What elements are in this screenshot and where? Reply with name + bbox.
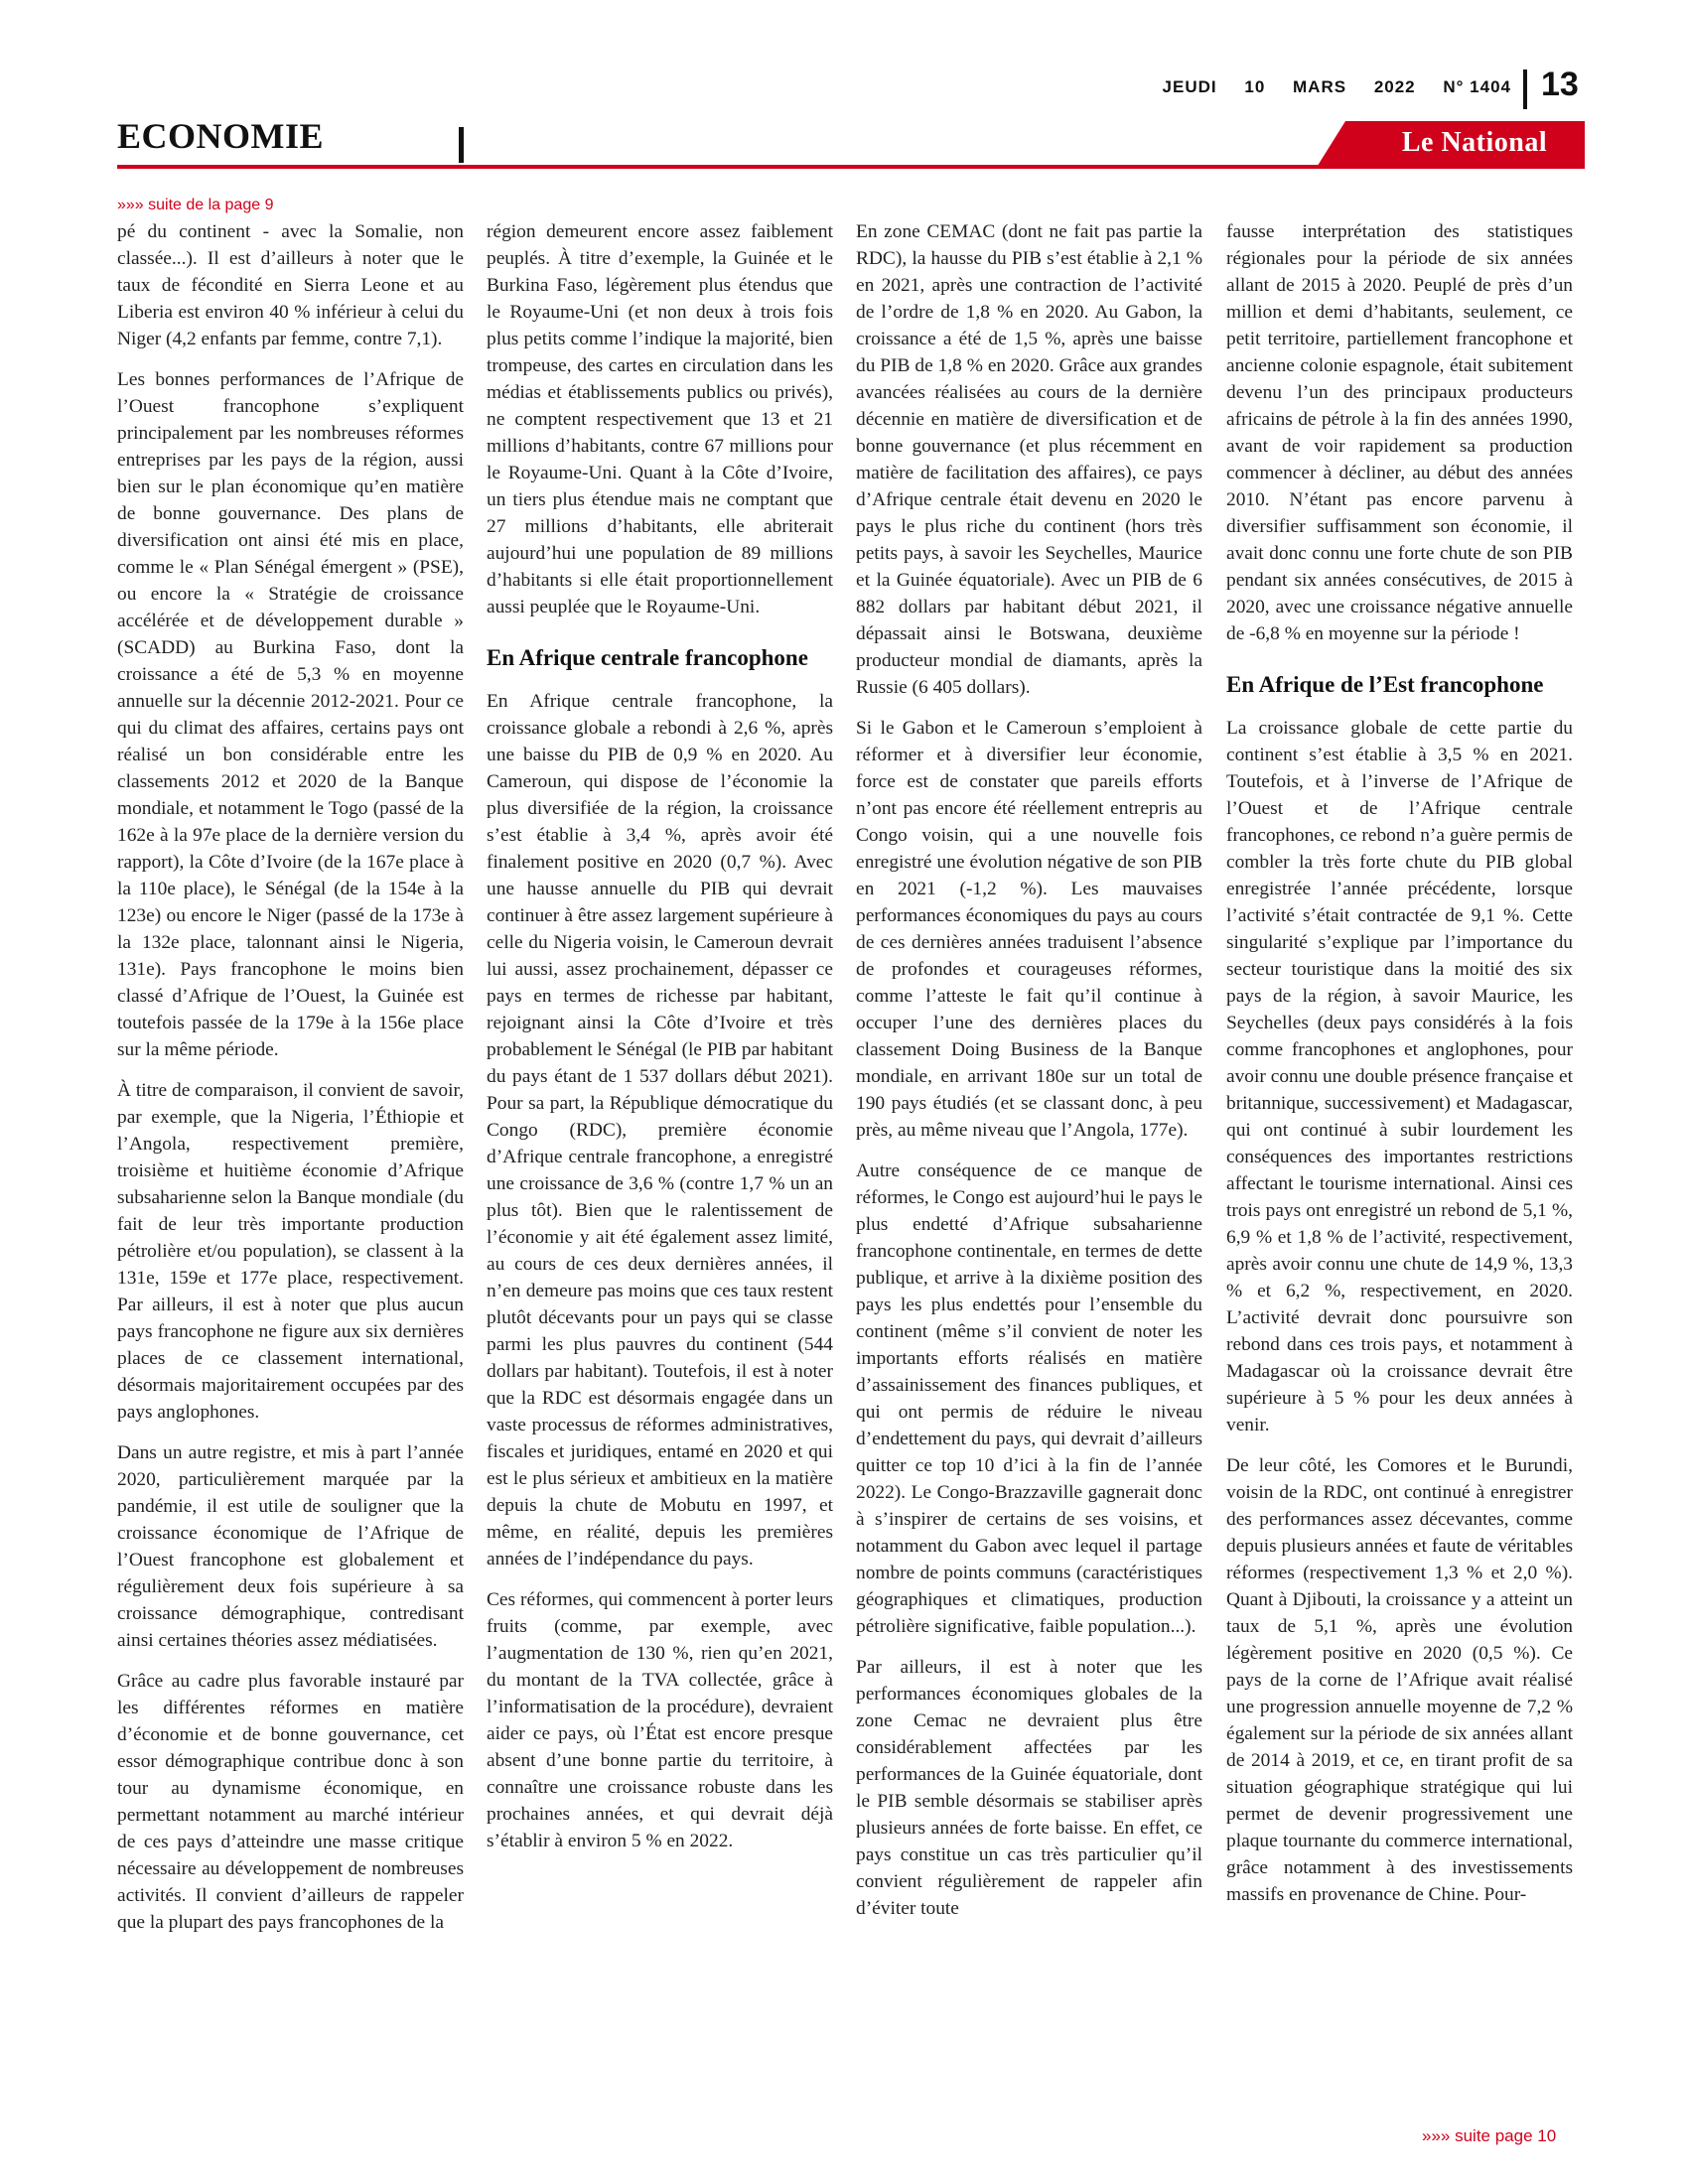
issue-year: 2022 — [1373, 77, 1416, 96]
issue-day: JEUDI — [1162, 77, 1217, 96]
subheading: En Afrique de l’Est francophone — [1226, 672, 1544, 697]
subheading: En Afrique centrale francophone — [487, 645, 808, 670]
page-number-divider — [1523, 69, 1527, 109]
paragraph: région demeurent encore assez faiblement peuplés. À titre d’exemple, la Guinée et le Burkina Faso, légèrement plus étendus que le Royaume-Uni (et non deux à trois fois plus petits comme l’indique la majorité, bien trompeuse, des cartes en circulation dans les médias et établissements publics ou privés), ne comptent respectivement que 13 et 21 millions d’habitants, contre 67 millions pour le Royaume-Uni. Quant à la Côte d’Ivoire, un tiers plus étendue mais ne comptant que 27 millions d’habitants, elle abriterait aujourd’hui une population de 89 millions d’habitants si elle était proportionnellement aussi peuplée que le Royaume-Uni. — [487, 221, 833, 617]
paragraph: De leur côté, les Comores et le Burundi, voisin de la RDC, ont continué à enregistrer des performances assez décevantes, comme depuis plusieurs années et faute de véritables réformes (respectivement 1,3 % et 2,0 %). Quant à Djibouti, la croissance y a atteint un taux de 5,1 %, après une évolution légèrement positive en 2020 (0,5 %). Ce pays de la corne de l’Afrique avait réalisé une progression annuelle moyenne de 7,2 % également sur la période de six années allant de 2014 à 2019, et ce, en tirant profit de sa situation géographique stratégique qui lui permet de devenir progressivement une plaque tournante du commerce international, grâce notamment à des investissements massifs en provenance de Chine. Pour- — [1226, 1455, 1573, 1905]
article-column-1 — [117, 218, 464, 2124]
newspaper-brand: Le National — [1401, 127, 1548, 158]
section-title-divider — [459, 127, 464, 163]
section-title: ECONOMIE — [117, 116, 325, 156]
issue-date-number: 10 — [1244, 77, 1266, 96]
paragraph: fausse interprétation des statistiques régionales pour la période de six années allant de 2015 à 2020. Peuplé de près d’un million et demi d’habitants, seulement, ce petit territoire, partiellement francophone et ancienne colonie espagnole, était subitement devenu l’un des principaux producteurs africains de pétrole à la fin des années 1990, avant de voir rapidement sa production commencer à décliner, au début des années 2010. N’étant pas encore parvenu à diversifier suffisamment son économie, il avait donc connu une forte chute de son PIB pendant six années consécutives, de 2015 à 2020, avec une croissance négative annuelle de -6,8 % en moyenne sur la période ! — [1226, 221, 1573, 644]
paragraph: pé du continent - avec la Somalie, non classée...). Il est d’ailleurs à noter que le taux de fécondité en Sierra Leone et au Liberia est environ 40 % inférieur à celui du Niger (4,2 enfants par femme, contre 7,1). — [117, 221, 464, 349]
paragraph: Par ailleurs, il est à noter que les performances économiques globales de la zone Cemac ne devraient plus être considérablement affectées par les performances de la Guinée équatoriale, dont le PIB semble désormais se stabiliser après plusieurs années de forte baisse. En effet, ce pays constitue un cas très particulier qu’il convient régulièrement de rappeler afin d’éviter toute — [856, 1657, 1202, 1919]
paragraph: Les bonnes performances de l’Afrique de l’Ouest francophone s’expliquent principalement par les nombreuses réformes entreprises par les pays de la région, aussi bien sur le plan économique qu’en matière de bonne gouvernance. Des plans de diversification ont ainsi été mis en place, comme le « Plan Sénégal émergent » (PSE), ou encore la « Stratégie de croissance accélérée et de développement durable » (SCADD) au Burkina Faso, dont la croissance a été de 5,3 % en moyenne annuelle sur la décennie 2012-2021. Pour ce qui du climat des affaires, certains pays ont réalisé un bon considérable entre les classements 2012 et 2020 de la Banque mondiale, et notamment le Togo (passé de la 162e à la 97e place de la dernière version du rapport), la Côte d’Ivoire (de la 167e place à la 110e place), le Sénégal (de la 154e à la 123e) ou encore le Niger (passé de la 173e à la 132e place, talonnant ainsi le Nigeria, 131e). Pays francophone le moins bien classé d’Afrique de l’Ouest, la Guinée est toutefois passée de la 179e à la 156e place sur la même période. — [117, 369, 464, 1060]
issue-dateline — [1142, 77, 1511, 97]
continued-on-link[interactable]: »»» suite page 10 — [1422, 2126, 1557, 2145]
paragraph: À titre de comparaison, il convient de savoir, par exemple, que la Nigeria, l’Éthiopie et l’Angola, respectivement première, troisième et huitième économie d’Afrique subsaharienne selon la Banque mondiale (du fait de leur très importante production pétrolière et/ou population), se classent à la 131e, 159e et 177e place, respectivement. Par ailleurs, il est à noter que plus aucun pays francophone ne figure aux six dernières places de ce classement international, désormais majoritairement occupées par des pays anglophones. — [117, 1080, 464, 1423]
paragraph: En Afrique centrale francophone, la croissance globale a rebondi à 2,6 %, après une baisse du PIB de 0,9 % en 2020. Au Cameroun, qui dispose de l’économie la plus diversifiée de la région, la croissance s’est établie à 3,4 %, après avoir été finalement positive en 2020 (0,7 %). Avec une hausse annuelle du PIB qui devrait continuer à être assez largement supérieure à celle du Nigeria voisin, le Cameroun devrait lui aussi, assez prochainement, dépasser ce pays en termes de richesse par habitant, rejoignant ainsi la Côte d’Ivoire et très probablement le Sénégal (le PIB par habitant du pays étant de 1 537 dollars début 2021). Pour sa part, la République démocratique du Congo (RDC), première économie d’Afrique centrale francophone, a enregistré une croissance de 3,6 % (contre 1,7 % un an plus tôt). Bien que le ralentissement de l’économie y ait été également assez limité, au cours de ces deux dernières années, il n’en demeure pas moins que ces taux restent plutôt décevants pour un pays qui se classe parmi les plus pauvres du continent (544 dollars par habitant). Toutefois, il est à noter que la RDC est désormais engagée dans un vaste processus de réformes administratives, fiscales et juridiques, entamé en 2020 et qui est le plus sérieux et ambitieux en la matière depuis la chute de Mobutu en 1997, et même, en réalité, depuis les premières années de l’indépendance du pays. — [487, 691, 833, 1570]
article-column-4 — [1226, 218, 1573, 2124]
paragraph: Dans un autre registre, et mis à part l’année 2020, particulièrement marquée par la pandémie, il est utile de souligner que la croissance économique de l’Afrique de l’Ouest francophone est globalement et régulièrement deux fois supérieure à sa croissance démographique, contredisant ainsi certaines théories assez médiatisées. — [117, 1442, 464, 1651]
paragraph: Grâce au cadre plus favorable instauré par les différentes réformes en matière d’économie et de bonne gouvernance, cet essor démographique contribue donc à son tour au dynamisme économique, en permettant notamment au marché intérieur de ces pays d’atteindre une masse critique nécessaire au développement de nombreuses activités. Il convient d’ailleurs de rappeler que la plupart des pays francophones de la — [117, 1671, 464, 1933]
article-column-2 — [487, 218, 833, 2124]
continued-from-link[interactable]: »»» suite de la page 9 — [117, 197, 274, 213]
paragraph: La croissance globale de cette partie du continent s’est établie à 3,5 % en 2021. Toutefois, et à l’inverse de l’Afrique de l’Ouest et de l’Afrique centrale francophones, ce rebond n’a guère permis de combler la très forte chute du PIB global enregistrée l’année précédente, lorsque l’activité s’était contractée de 9,1 %. Cette singularité s’explique par l’importance du secteur touristique dans la moitié des six pays de la région, à savoir Maurice, les Seychelles (deux pays considérés à la fois comme francophones et anglophones, pour avoir connu une double présence française et britannique, successivement) et Madagascar, qui ont continué à subir lourdement les conséquences des importantes restrictions affectant le tourisme international. Ainsi ces trois pays ont enregistré un rebond de 5,1 %, 6,9 % et 1,8 % de l’activité, respectivement, après avoir connu une chute de 14,9 %, 13,3 % et 6,2 %, respectivement, en 2020. L’activité devrait donc poursuivre son rebond dans ces trois pays, et notamment à Madagascar où la croissance devrait être supérieure à 5 % pour les deux années à venir. — [1226, 718, 1573, 1435]
issue-month: MARS — [1293, 77, 1347, 96]
paragraph: Autre conséquence de ce manque de réformes, le Congo est aujourd’hui le pays le plus endetté d’Afrique subsaharienne francophone continentale, en termes de dette publique, et arrive à la dixième position des pays les plus endettés pour l’ensemble du continent (même s’il convient de noter les importants efforts réalisés en matière d’assainissement des finances publiques, et qui ont permis de réduire le niveau d’endettement du pays, qui devrait d’ailleurs quitter ce top 10 d’ici à la fin de l’année 2022). Le Congo-Brazzaville gagnerait donc à s’inspirer de certains de ses voisins, et notamment du Gabon avec lequel il partage nombre de points communs (caractéristiques géographiques et climatiques, production pétrolière significative, faible population...). — [856, 1160, 1202, 1637]
paragraph: En zone CEMAC (dont ne fait pas partie la RDC), la hausse du PIB s’est établie à 2,1 % en 2021, après une contraction de l’activité de l’ordre de 1,8 % en 2020. Au Gabon, la croissance a été de 1,5 %, après une baisse du PIB de 1,8 % en 2020. Grâce aux grandes avancées réalisées au cours de la dernière décennie en matière de diversification et de bonne gouvernance (et plus récemment en matière de facilitation des affaires), ce pays d’Afrique centrale était devenu en 2020 le pays le plus riche du continent (hors très petits pays, à savoir les Seychelles, Maurice et la Guinée équatoriale). Avec un PIB de 6 882 dollars par habitant début 2021, il dépassait ainsi le Botswana, deuxième producteur mondial de diamants, après la Russie (6 405 dollars). — [856, 221, 1202, 698]
article-column-3 — [856, 218, 1202, 2124]
header-rule — [117, 165, 1585, 169]
page-number: 13 — [1541, 66, 1579, 103]
paragraph: Ces réformes, qui commencent à porter leurs fruits (comme, par exemple, avec l’augmentation de 130 %, rien qu’en 2021, du montant de la TVA collectée, grâce à l’informatisation de la procédure), devraient aider ce pays, où l’État est encore presque absent d’une bonne partie du territoire, à connaître une croissance robuste dans les prochaines années, et qui devrait déjà s’établir à environ 5 % en 2022. — [487, 1589, 833, 1851]
issue-number: N° 1404 — [1443, 77, 1511, 96]
paragraph: Si le Gabon et le Cameroun s’emploient à réformer et à diversifier leur économie, force est de constater que pareils efforts n’ont pas encore été réellement entrepris au Congo voisin, qui a une nouvelle fois enregistré une évolution négative de son PIB en 2021 (-1,2 %). Les mauvaises performances économiques du pays au cours de ces dernières années traduisent l’absence de profondes et courageuses réformes, comme l’atteste le fait qu’il continue à occuper l’une des dernières places du classement Doing Business de la Banque mondiale, en arrivant 180e sur un total de 190 pays étudiés (et se classant donc, à peu près, au même niveau que l’Angola, 177e). — [856, 718, 1202, 1141]
